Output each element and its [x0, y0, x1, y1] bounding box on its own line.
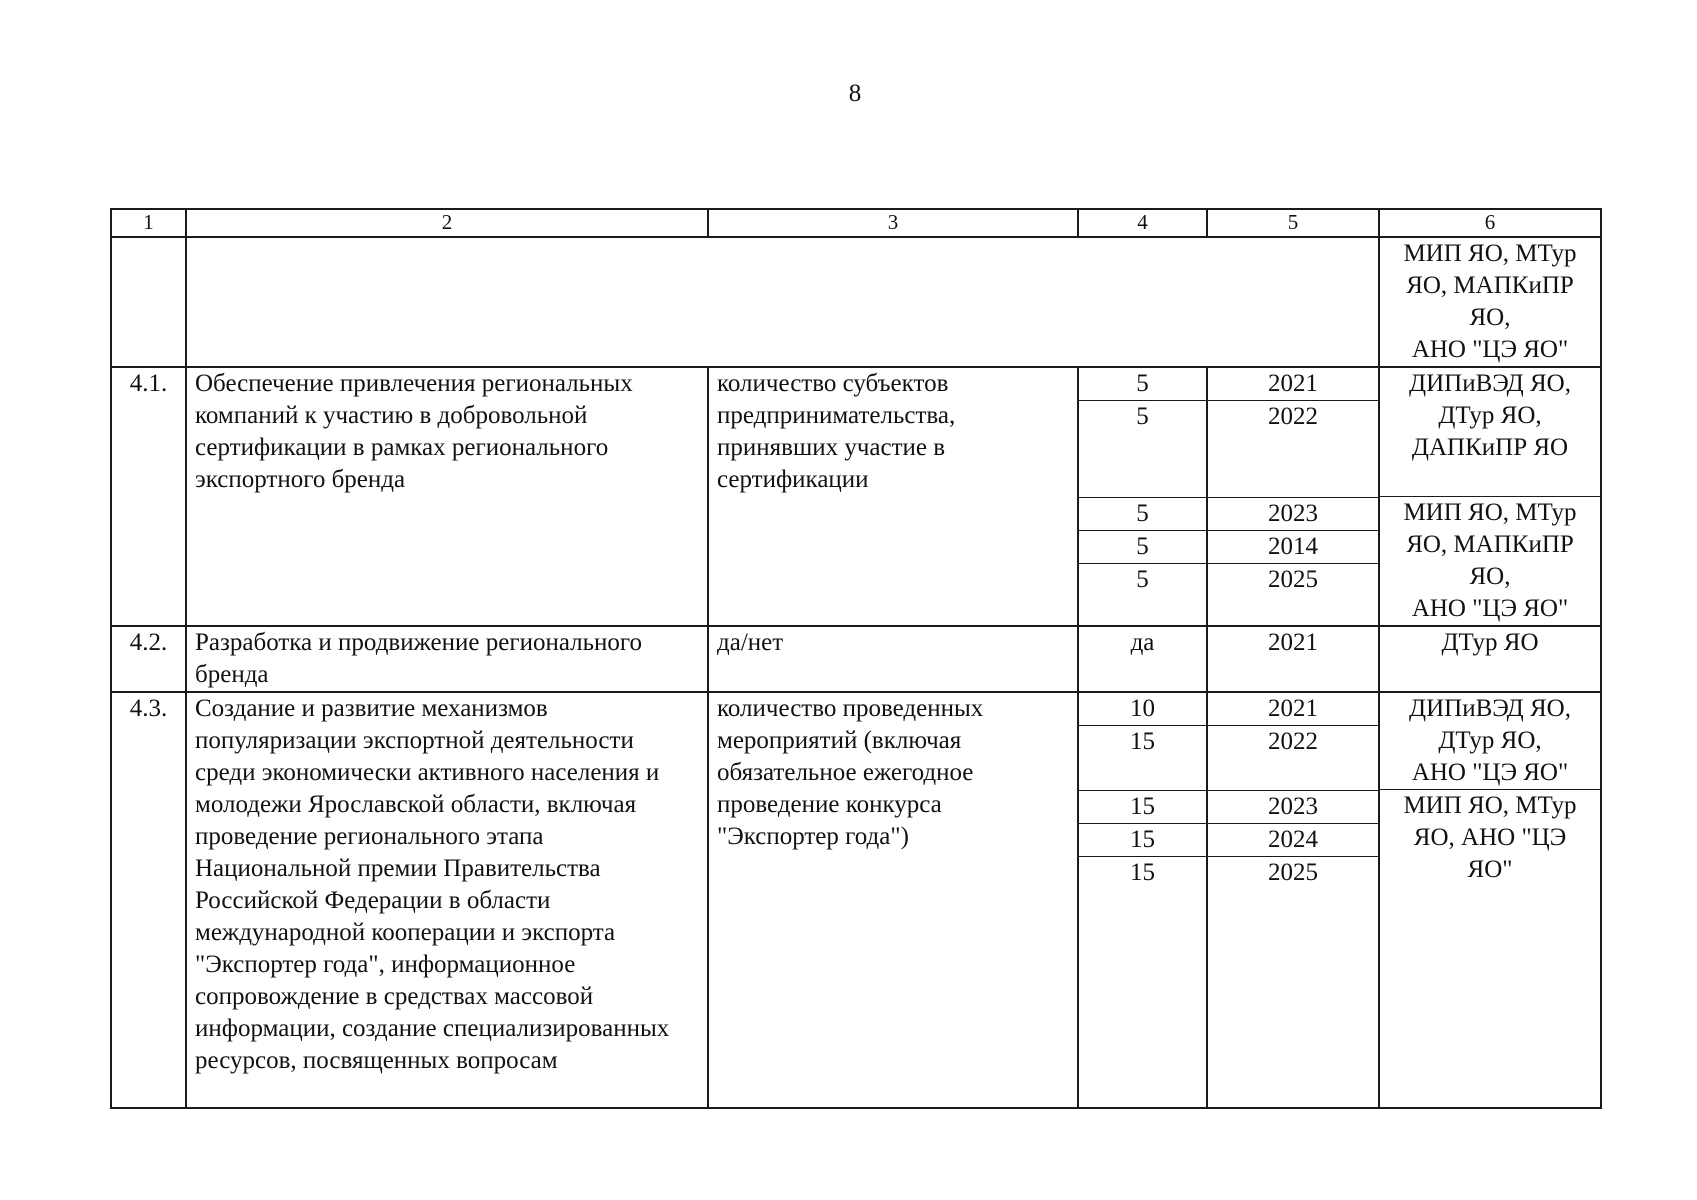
header-cell-2: 2: [186, 209, 708, 237]
year-cell: 2025: [1268, 566, 1318, 593]
value-cell: 5: [1079, 498, 1206, 531]
responsible-column: [1379, 692, 1601, 1108]
responsible-line: ЯО, МАПКиПР: [1406, 272, 1574, 299]
responsible-line: ЯО, МАПКиПР: [1406, 531, 1574, 558]
responsible-line: ДАПКиПР ЯО: [1411, 434, 1569, 461]
value-cell: 5: [1079, 368, 1206, 401]
responsible-line: ДИПиВЭД ЯО,: [1409, 695, 1571, 722]
measure-name: Разработка и продвижение регионального бренда: [186, 626, 708, 692]
value-cell: 5: [1136, 566, 1149, 593]
header-cell-3: 3: [708, 209, 1078, 237]
responsible-column: [1379, 367, 1601, 626]
year-cell: 2021: [1208, 693, 1378, 726]
years-column: [1207, 692, 1379, 1108]
responsible-line: АНО "ЦЭ ЯО": [1411, 595, 1569, 622]
continuation-row: [111, 237, 1601, 367]
responsible-line: ЯО,: [1469, 563, 1511, 590]
year-cell: 2024: [1208, 824, 1378, 857]
table-header-row: [111, 209, 1601, 237]
indicator-name: количество субъектов предпринимательства, принявших участие в сертификации: [708, 367, 1078, 626]
years-column: [1207, 367, 1379, 626]
table-row-4-1: [111, 367, 1601, 626]
value-cell: 5: [1079, 531, 1206, 564]
row-number: 4.2.: [111, 626, 186, 692]
indicator-name: да/нет: [708, 626, 1078, 692]
value-cell: 15: [1079, 791, 1206, 824]
table-row-4-3: [111, 692, 1601, 1108]
header-cell-4: 4: [1078, 209, 1207, 237]
responsible-line: АНО "ЦЭ ЯО": [1411, 759, 1569, 786]
responsible-block: [1380, 693, 1600, 790]
responsible-line: ДТур ЯО,: [1438, 727, 1542, 754]
continuation-empty-cell: [186, 237, 1379, 367]
responsible-line: ЯО": [1467, 856, 1513, 883]
header-cell-1: 1: [111, 209, 186, 237]
value-cell: 15: [1079, 726, 1206, 791]
header-cell-5: 5: [1207, 209, 1379, 237]
measures-table: [110, 208, 1602, 1109]
responsible-line: ЯО,: [1469, 304, 1511, 331]
value-cell: 15: [1130, 859, 1155, 886]
responsible-line: ДТур ЯО: [1441, 629, 1539, 656]
value-cell: да: [1078, 626, 1207, 692]
responsible-block: [1380, 368, 1600, 497]
table-row-4-2: [111, 626, 1601, 692]
continuation-num-cell: [111, 237, 186, 367]
responsible-block: [1384, 790, 1596, 886]
value-cell: 10: [1079, 693, 1206, 726]
measure-name: Обеспечение привлечения региональных компаний к участию в добровольной сертификации в рамках регионального экспортного бренда: [186, 367, 708, 626]
row-number: 4.3.: [111, 692, 186, 1108]
year-cell: 2023: [1208, 791, 1378, 824]
values-column: [1078, 367, 1207, 626]
value-cell: 15: [1079, 824, 1206, 857]
responsible-line: МИП ЯО, МТур: [1403, 240, 1577, 267]
continuation-responsible: [1379, 237, 1601, 367]
header-cell-6: 6: [1379, 209, 1601, 237]
responsible-line: МИП ЯО, МТур: [1403, 499, 1577, 526]
value-cell: 5: [1079, 401, 1206, 498]
responsible-line: ЯО, АНО "ЦЭ: [1413, 824, 1567, 851]
measure-name: Создание и развитие механизмов популяризации экспортной деятельности среди экономически активного населения и молодежи Ярославской области, включая проведение регионального этапа Национальной премии Правительства Российской Федерации в области международной кооперации и экспорта "Экспортер года", информационное сопровождение в средствах массовой информации, создание специализированных ресурсов, посвященных вопросам: [186, 692, 708, 1108]
year-cell: 2023: [1208, 498, 1378, 531]
year-cell: 2021: [1208, 368, 1378, 401]
year-cell: 2022: [1208, 726, 1378, 791]
year-cell: 2025: [1268, 859, 1318, 886]
responsible-block: [1384, 497, 1596, 625]
year-cell: 2014: [1208, 531, 1378, 564]
year-cell: 2021: [1207, 626, 1379, 692]
indicator-name: количество проведенных мероприятий (включая обязательное ежегодное проведение конкурса "Экспортер года"): [708, 692, 1078, 1108]
responsible-line: ДИПиВЭД ЯО,: [1409, 370, 1571, 397]
responsible-line: МИП ЯО, МТур: [1403, 792, 1577, 819]
page-number: 8: [848, 80, 862, 107]
year-cell: 2022: [1208, 401, 1378, 498]
responsible-line: ДТур ЯО,: [1438, 402, 1542, 429]
responsible-line: АНО "ЦЭ ЯО": [1411, 336, 1569, 363]
row-number: 4.1.: [111, 367, 186, 626]
values-column: [1078, 692, 1207, 1108]
responsible-column: [1379, 626, 1601, 692]
